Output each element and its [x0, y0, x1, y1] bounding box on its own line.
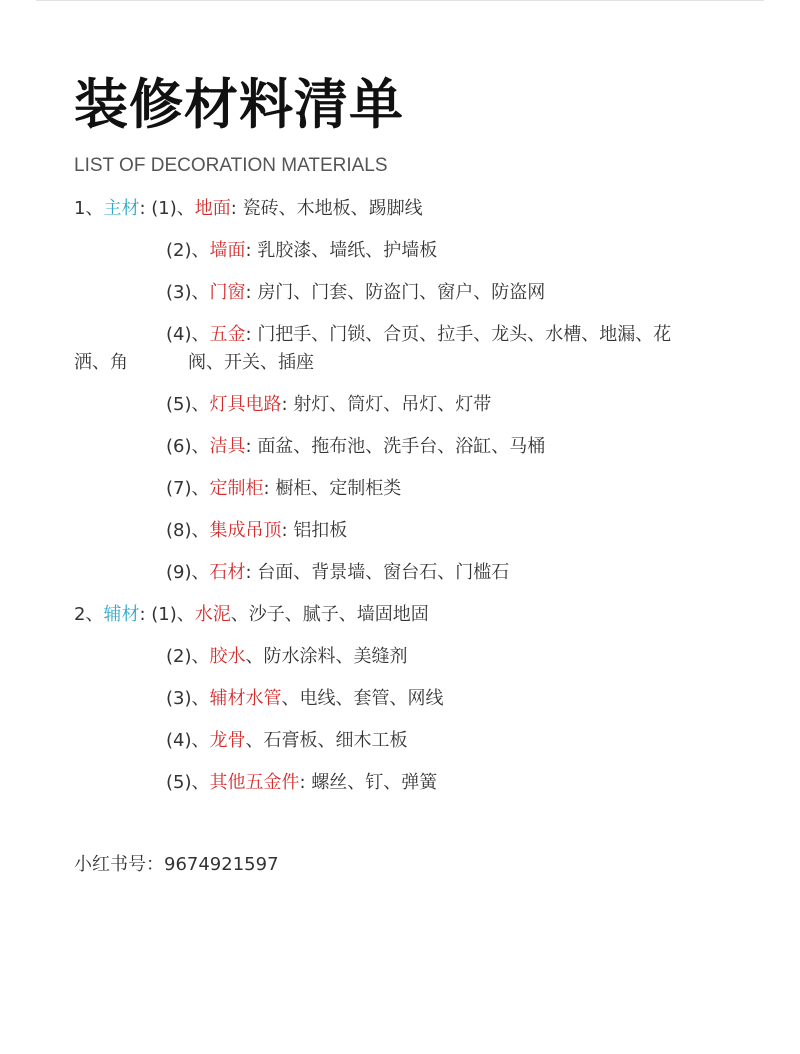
item-key: 门窗: [209, 282, 246, 303]
main-materials-row-6: [166, 438, 545, 456]
item-key: 灯具电路: [209, 394, 282, 415]
main-materials-row-2: [166, 242, 437, 260]
main-materials-row-4-wrap-prefix: 洒、角: [74, 352, 128, 373]
item-separator: :: [245, 436, 252, 457]
item-number: (2)、: [166, 240, 210, 261]
top-divider: [36, 0, 764, 1]
item-value: 铝扣板: [293, 520, 348, 541]
main-materials-row-9: [166, 564, 509, 582]
main-materials-row-1: [74, 200, 423, 218]
main-materials-row-3: [166, 284, 545, 302]
item-value: 射灯、筒灯、吊灯、灯带: [293, 394, 492, 415]
aux-materials-row-3: [166, 690, 444, 708]
item-separator: 、: [245, 646, 264, 667]
item-number: (3)、: [166, 688, 210, 709]
page-subtitle: LIST OF DECORATION MATERIALS: [74, 155, 388, 176]
item-number: (7)、: [166, 478, 210, 499]
item-number: (8)、: [166, 520, 210, 541]
item-separator: 、: [245, 730, 264, 751]
item-separator: :: [281, 394, 288, 415]
main-materials-row-5: [166, 396, 491, 414]
item-number: (5)、: [166, 772, 210, 793]
item-key: 墙面: [209, 240, 246, 261]
item-value: 石膏板、细木工板: [263, 730, 408, 751]
item-separator: :: [245, 240, 252, 261]
item-key: 其他五金件: [209, 772, 300, 793]
item-separator: 、: [281, 688, 300, 709]
item-key: 水泥: [194, 604, 231, 625]
main-materials-row-4-wrap-value: 阀、开关、插座: [188, 352, 314, 373]
item-number: (3)、: [166, 282, 210, 303]
item-value: 房门、门套、防盗门、窗户、防盗网: [257, 282, 546, 303]
item-key: 洁具: [209, 436, 246, 457]
item-number: (1)、: [151, 604, 195, 625]
item-value: 沙子、腻子、墙固地固: [248, 604, 429, 625]
item-key: 石材: [209, 562, 246, 583]
item-value: 门把手、门锁、合页、拉手、龙头、水槽、地漏、花: [257, 324, 672, 345]
item-separator: :: [263, 478, 270, 499]
item-key: 胶水: [209, 646, 246, 667]
aux-materials-row-5: [166, 774, 437, 792]
main-materials-row-7: [166, 480, 401, 498]
item-separator: 、: [230, 604, 249, 625]
section-number: 1、: [74, 198, 104, 219]
item-number: (5)、: [166, 394, 210, 415]
aux-materials-row-1: [74, 606, 429, 624]
section-colon: :: [139, 198, 146, 219]
item-value: 螺丝、钉、弹簧: [311, 772, 438, 793]
item-key: 定制柜: [209, 478, 264, 499]
main-materials-row-8: [166, 522, 347, 540]
item-number: (9)、: [166, 562, 210, 583]
section-category: 辅材: [103, 604, 140, 625]
xiaohongshu-id: 小红书号：9674921597: [74, 854, 279, 875]
item-number: (1)、: [151, 198, 195, 219]
item-key: 辅材水管: [209, 688, 282, 709]
aux-materials-row-2: [166, 648, 408, 666]
item-value: 台面、背景墙、窗台石、门槛石: [257, 562, 510, 583]
item-value: 防水涂料、美缝剂: [263, 646, 408, 667]
item-number: (4)、: [166, 730, 210, 751]
item-separator: :: [230, 198, 237, 219]
item-separator: :: [299, 772, 306, 793]
item-key: 地面: [194, 198, 231, 219]
item-value: 瓷砖、木地板、踢脚线: [242, 198, 423, 219]
item-separator: :: [245, 324, 252, 345]
item-key: 五金: [209, 324, 246, 345]
item-number: (2)、: [166, 646, 210, 667]
item-number: (4)、: [166, 324, 210, 345]
item-value: 电线、套管、网线: [299, 688, 444, 709]
section-number: 2、: [74, 604, 104, 625]
item-value: 橱柜、定制柜类: [275, 478, 402, 499]
aux-materials-row-4: [166, 732, 408, 750]
item-value: 面盆、拖布池、洗手台、浴缸、马桶: [257, 436, 546, 457]
item-value: 乳胶漆、墙纸、护墙板: [257, 240, 438, 261]
section-category: 主材: [103, 198, 140, 219]
section-colon: :: [139, 604, 146, 625]
item-number: (6)、: [166, 436, 210, 457]
item-separator: :: [245, 282, 252, 303]
main-materials-row-4: [166, 326, 671, 344]
item-separator: :: [281, 520, 288, 541]
page-title: 装修材料清单: [74, 73, 404, 136]
item-key: 龙骨: [209, 730, 246, 751]
item-separator: :: [245, 562, 252, 583]
item-key: 集成吊顶: [209, 520, 282, 541]
